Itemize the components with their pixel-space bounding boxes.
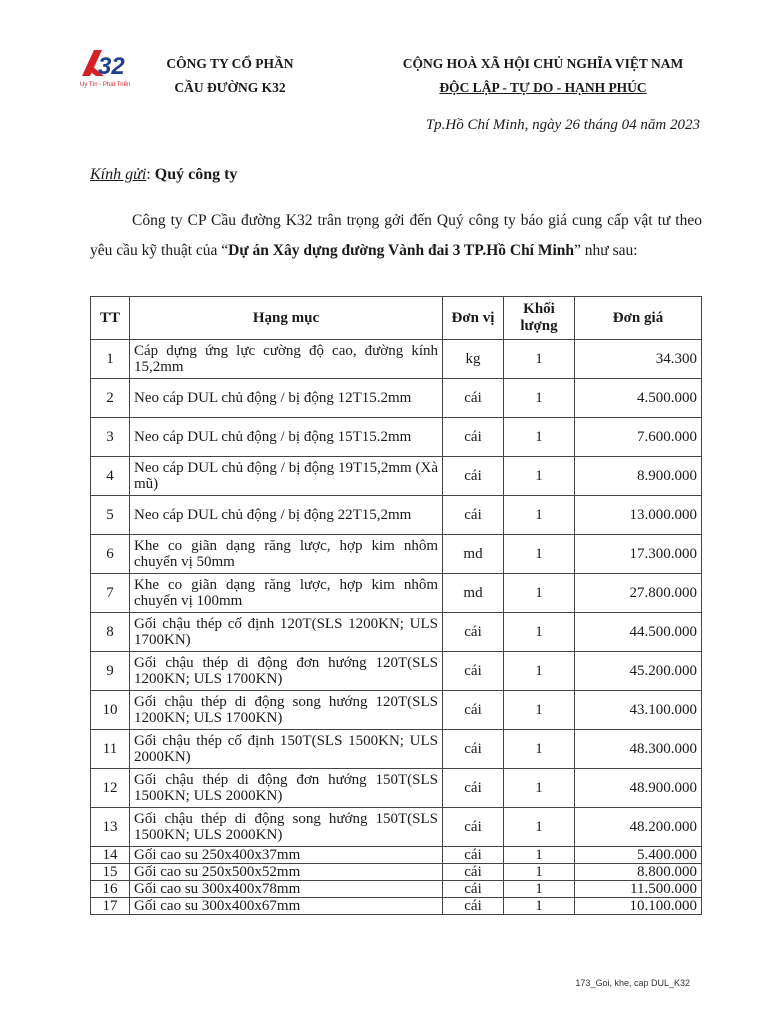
row-quantity: 1 — [504, 691, 575, 730]
row-number: 1 — [91, 340, 130, 379]
row-item: Gối chậu thép cố định 150T(SLS 1500KN; ULS 2000KN) — [130, 730, 443, 769]
greeting: Kính gửi: Quý công ty — [90, 166, 238, 183]
row-item: Khe co giãn dạng răng lược, hợp kim nhôm chuyển vị 50mm — [130, 535, 443, 574]
greeting-label: Kính gửi — [90, 166, 147, 183]
row-price: 8.800.000 — [575, 864, 702, 881]
company-line-1: CÔNG TY CỔ PHẦN — [166, 56, 294, 71]
row-item: Cáp dựng ứng lực cường độ cao, đường kính 15,2mm — [130, 340, 443, 379]
header-tt: TT — [91, 297, 130, 340]
row-number: 14 — [91, 847, 130, 864]
row-unit: cái — [443, 418, 504, 457]
row-unit: md — [443, 535, 504, 574]
row-unit: cái — [443, 847, 504, 864]
row-number: 5 — [91, 496, 130, 535]
row-number: 11 — [91, 730, 130, 769]
nation-title: CỘNG HOÀ XÃ HỘI CHỦ NGHĨA VIỆT NAM — [402, 56, 684, 71]
row-unit: cái — [443, 808, 504, 847]
row-price: 5.400.000 — [575, 847, 702, 864]
table-row — [91, 457, 702, 496]
table-row — [91, 340, 702, 379]
row-item: Gối chậu thép di động đơn hướng 150T(SLS 1500KN; ULS 2000KN) — [130, 769, 443, 808]
company-logo — [78, 46, 150, 90]
header-price: Đơn giá — [575, 297, 702, 340]
row-unit: cái — [443, 730, 504, 769]
table-row — [91, 418, 702, 457]
row-unit: kg — [443, 340, 504, 379]
row-quantity: 1 — [504, 808, 575, 847]
row-number: 13 — [91, 808, 130, 847]
row-quantity: 1 — [504, 898, 575, 915]
row-unit: cái — [443, 379, 504, 418]
header-item: Hạng mục — [130, 297, 443, 340]
row-unit: cái — [443, 496, 504, 535]
row-price: 27.800.000 — [575, 574, 702, 613]
table-row — [91, 898, 702, 915]
row-unit: cái — [443, 613, 504, 652]
table-row — [91, 881, 702, 898]
row-number: 10 — [91, 691, 130, 730]
row-number: 16 — [91, 881, 130, 898]
row-quantity: 1 — [504, 535, 575, 574]
row-number: 15 — [91, 864, 130, 881]
row-quantity: 1 — [504, 340, 575, 379]
row-item: Gối cao su 250x400x37mm — [130, 847, 443, 864]
row-number: 9 — [91, 652, 130, 691]
row-quantity: 1 — [504, 652, 575, 691]
price-table — [90, 296, 702, 915]
row-unit: cái — [443, 898, 504, 915]
row-price: 4.500.000 — [575, 379, 702, 418]
row-item: Gối cao su 300x400x67mm — [130, 898, 443, 915]
row-quantity: 1 — [504, 574, 575, 613]
company-name — [150, 52, 310, 100]
row-number: 12 — [91, 769, 130, 808]
table-row — [91, 496, 702, 535]
table-row — [91, 808, 702, 847]
row-item: Gối cao su 250x500x52mm — [130, 864, 443, 881]
row-number: 4 — [91, 457, 130, 496]
row-quantity: 1 — [504, 379, 575, 418]
row-price: 48.200.000 — [575, 808, 702, 847]
row-price: 48.900.000 — [575, 769, 702, 808]
table-row — [91, 535, 702, 574]
row-number: 6 — [91, 535, 130, 574]
row-item: Gối chậu thép di động đơn hướng 120T(SLS 1200KN; ULS 1700KN) — [130, 652, 443, 691]
table-row — [91, 769, 702, 808]
row-number: 17 — [91, 898, 130, 915]
row-item: Gối cao su 300x400x78mm — [130, 881, 443, 898]
row-item: Khe co giãn dạng răng lược, hợp kim nhôm chuyển vị 100mm — [130, 574, 443, 613]
row-price: 48.300.000 — [575, 730, 702, 769]
row-unit: cái — [443, 769, 504, 808]
row-item: Neo cáp DUL chủ động / bị động 22T15,2mm — [130, 496, 443, 535]
row-item: Neo cáp DUL chủ động / bị động 15T15.2mm — [130, 418, 443, 457]
table-row — [91, 613, 702, 652]
row-price: 45.200.000 — [575, 652, 702, 691]
project-name: Dự án Xây dựng đường Vành đai 3 TP.Hồ Chí Minh — [228, 242, 575, 259]
row-quantity: 1 — [504, 864, 575, 881]
table-row — [91, 847, 702, 864]
row-price: 17.300.000 — [575, 535, 702, 574]
row-item: Gối chậu thép di động song hướng 120T(SLS 1200KN; ULS 1700KN) — [130, 691, 443, 730]
row-price: 13.000.000 — [575, 496, 702, 535]
header-qty: Khối lượng — [504, 297, 575, 340]
row-quantity: 1 — [504, 730, 575, 769]
row-unit: cái — [443, 652, 504, 691]
intro-text-end: ” như sau: — [574, 242, 638, 259]
table-row — [91, 730, 702, 769]
row-item: Gối chậu thép cố định 120T(SLS 1200KN; ULS 1700KN) — [130, 613, 443, 652]
row-unit: cái — [443, 881, 504, 898]
table-row — [91, 574, 702, 613]
table-row — [91, 691, 702, 730]
row-quantity: 1 — [504, 847, 575, 864]
row-price: 44.500.000 — [575, 613, 702, 652]
table-row — [91, 864, 702, 881]
row-quantity: 1 — [504, 613, 575, 652]
row-number: 7 — [91, 574, 130, 613]
header-unit: Đơn vị — [443, 297, 504, 340]
table-header-row — [91, 297, 702, 340]
company-line-2: CẦU ĐƯỜNG K32 — [174, 80, 286, 95]
row-price: 34.300 — [575, 340, 702, 379]
svg-text:32: 32 — [98, 53, 125, 80]
row-price: 8.900.000 — [575, 457, 702, 496]
row-price: 11.500.000 — [575, 881, 702, 898]
national-header — [378, 52, 708, 100]
dateline: Tp.Hồ Chí Minh, ngày 26 tháng 04 năm 2023 — [425, 117, 700, 133]
row-number: 3 — [91, 418, 130, 457]
file-reference: 173_Goi, khe, cap DUL_K32 — [575, 978, 690, 988]
table-row — [91, 379, 702, 418]
row-price: 10.100.000 — [575, 898, 702, 915]
row-quantity: 1 — [504, 457, 575, 496]
row-price: 43.100.000 — [575, 691, 702, 730]
greeting-recipient: Quý công ty — [154, 166, 238, 183]
row-quantity: 1 — [504, 881, 575, 898]
row-unit: md — [443, 574, 504, 613]
table-row — [91, 652, 702, 691]
row-quantity: 1 — [504, 418, 575, 457]
row-unit: cái — [443, 457, 504, 496]
row-unit: cái — [443, 691, 504, 730]
row-quantity: 1 — [504, 496, 575, 535]
row-item: Neo cáp DUL chủ động / bị động 12T15.2mm — [130, 379, 443, 418]
row-number: 8 — [91, 613, 130, 652]
row-quantity: 1 — [504, 769, 575, 808]
row-item: Neo cáp DUL chủ động / bị động 19T15,2mm (Xà mũ) — [130, 457, 443, 496]
row-price: 7.600.000 — [575, 418, 702, 457]
row-item: Gối chậu thép di động song hướng 150T(SLS 1500KN; ULS 2000KN) — [130, 808, 443, 847]
nation-motto: ĐỘC LẬP - TỰ DO - HẠNH PHÚC — [439, 80, 647, 95]
intro-text: Công ty CP Cầu đường K32 trân trọng gởi đến Quý công ty báo giá cung cấp vật tư theo yêu cầu kỹ thuật của “ — [90, 212, 702, 259]
intro-paragraph — [90, 206, 702, 266]
row-number: 2 — [91, 379, 130, 418]
row-unit: cái — [443, 864, 504, 881]
logo-slogan: Uy Tín - Phát Triển — [80, 82, 131, 88]
